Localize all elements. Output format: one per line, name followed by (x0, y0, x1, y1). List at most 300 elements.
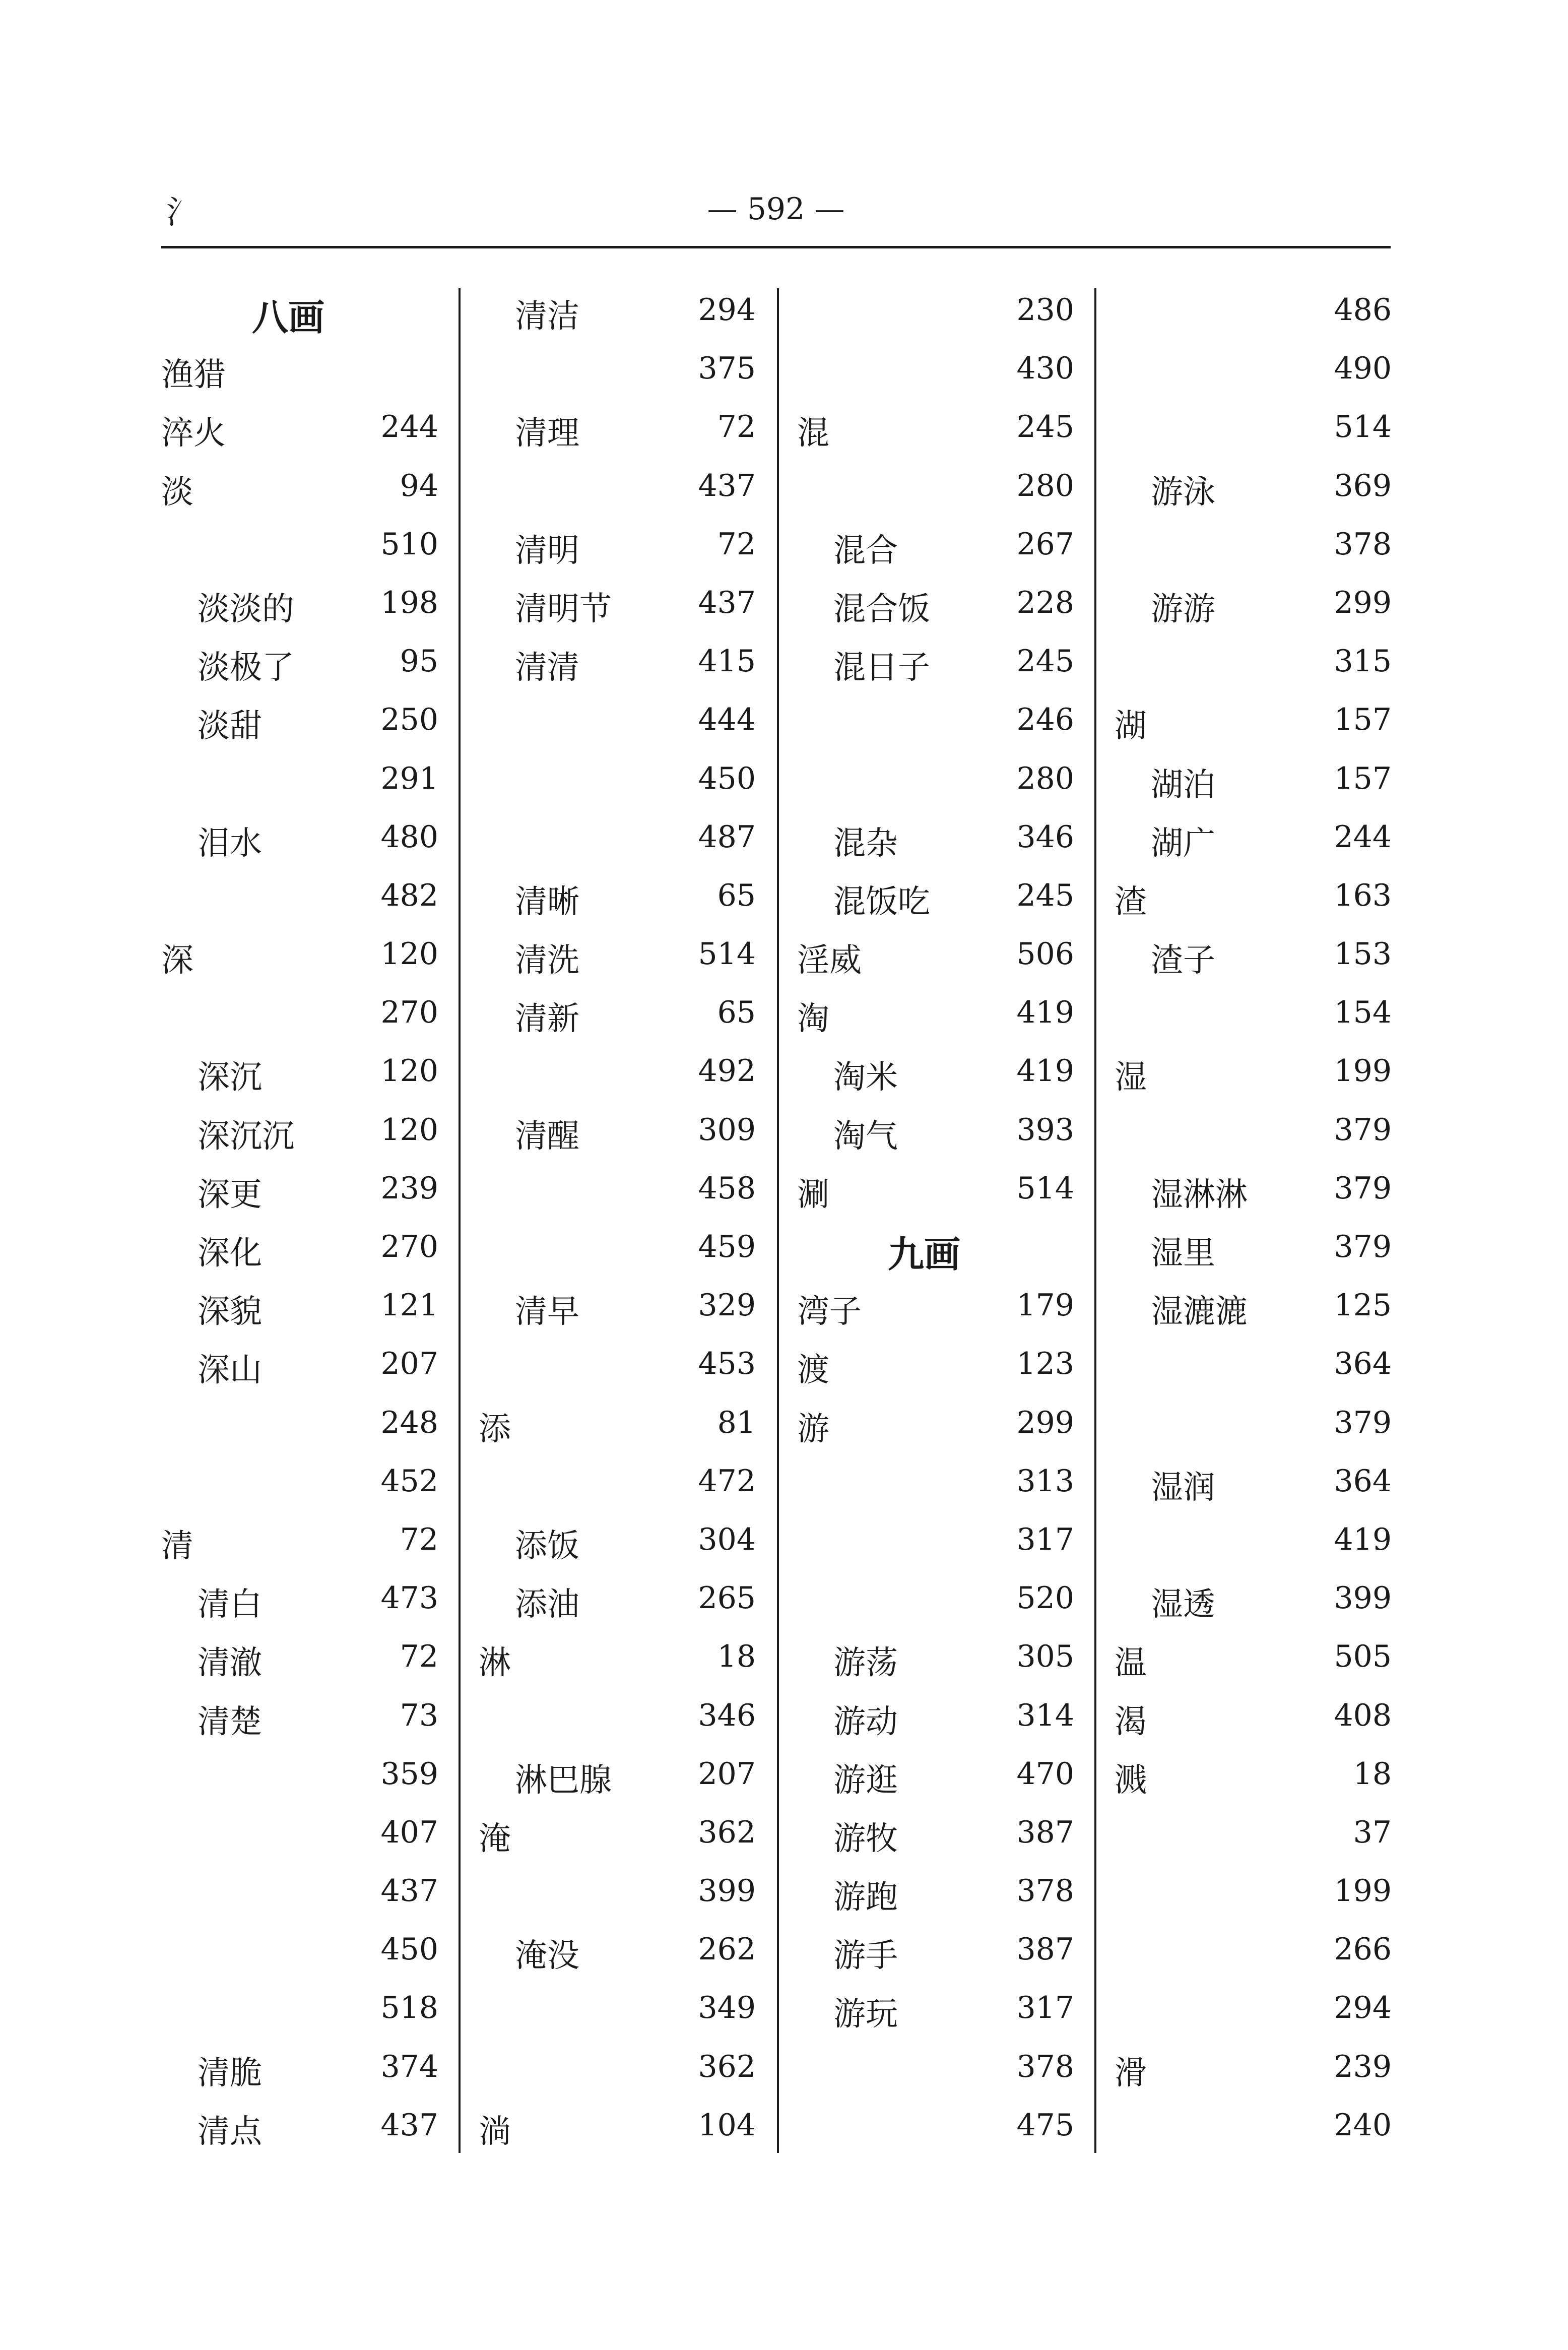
entry-page-number: 379 (1334, 1170, 1392, 1206)
entry-page-number: 267 (1016, 526, 1074, 562)
index-entry (161, 347, 453, 405)
entry-term: 淋 (479, 1644, 511, 1682)
entry-page-number: 419 (1016, 1053, 1074, 1089)
index-entry (1115, 1108, 1407, 1167)
entry-page-number: 299 (1016, 1405, 1074, 1440)
entry-term: 混合 (833, 532, 898, 569)
entry-page-number: 458 (698, 1170, 756, 1206)
entry-page-number: 419 (1334, 1521, 1392, 1557)
entry-page-number: 314 (1016, 1697, 1074, 1733)
entry-page-number: 399 (698, 1873, 756, 1909)
index-entry (1115, 464, 1407, 523)
index-entry (1115, 288, 1407, 347)
entry-term: 清醒 (515, 1117, 579, 1155)
index-entry (479, 1694, 771, 1752)
entry-term: 湿漉漉 (1151, 1293, 1248, 1331)
index-table (161, 288, 1391, 2153)
entry-term: 游 (797, 1410, 829, 1448)
index-entry (797, 1167, 1089, 1225)
index-entry (1115, 991, 1407, 1049)
index-entry (479, 815, 771, 874)
entry-page-number: 94 (400, 468, 438, 503)
entry-page-number: 490 (1334, 351, 1392, 387)
entry-page-number: 482 (380, 877, 438, 913)
index-entry (161, 1342, 453, 1401)
entry-term: 深沉 (198, 1059, 262, 1097)
index-entry (161, 523, 453, 581)
index-entry (161, 1167, 453, 1225)
entry-page-number: 313 (1016, 1463, 1074, 1499)
index-entry (1115, 1576, 1407, 1635)
index-entry (797, 405, 1089, 464)
entry-term: 湿润 (1151, 1469, 1215, 1506)
index-entry (797, 698, 1089, 756)
entry-term: 混饭吃 (833, 883, 930, 921)
entry-page-number: 362 (698, 1814, 756, 1850)
index-entry (479, 874, 771, 932)
index-entry (797, 874, 1089, 932)
entry-page-number: 207 (698, 1756, 756, 1792)
entry-term: 清洗 (515, 942, 579, 980)
entry-term: 游荡 (833, 1644, 898, 1682)
entry-page-number: 473 (380, 1580, 438, 1616)
entry-page-number: 120 (380, 936, 438, 972)
entry-term: 清清 (515, 649, 579, 687)
entry-page-number: 266 (1334, 1932, 1392, 1967)
entry-page-number: 480 (380, 819, 438, 855)
entry-page-number: 486 (1334, 292, 1392, 328)
index-entry (797, 1401, 1089, 1459)
entry-page-number: 157 (1334, 760, 1392, 796)
entry-page-number: 299 (1334, 585, 1392, 620)
index-entry (479, 1167, 771, 1225)
index-entry (161, 581, 453, 640)
entry-page-number: 239 (380, 1170, 438, 1206)
entry-term: 深化 (198, 1235, 262, 1272)
index-entry (1115, 347, 1407, 405)
entry-page-number: 245 (1016, 644, 1074, 679)
index-entry (797, 1635, 1089, 1693)
index-entry (479, 1986, 771, 2045)
entry-page-number: 120 (380, 1112, 438, 1148)
entry-term: 混杂 (833, 824, 898, 862)
index-entry (797, 991, 1089, 1049)
entry-page-number: 280 (1016, 760, 1074, 796)
entry-page-number: 125 (1334, 1288, 1392, 1323)
index-entry (161, 1518, 453, 1576)
index-entry (1115, 1167, 1407, 1225)
index-entry (479, 991, 771, 1049)
entry-term: 淹 (479, 1820, 511, 1858)
index-entry (1115, 815, 1407, 874)
entry-term: 湿淋淋 (1151, 1176, 1248, 1214)
entry-term: 添 (479, 1410, 511, 1448)
index-entry (479, 1869, 771, 1928)
entry-page-number: 120 (380, 1053, 438, 1089)
entry-page-number: 245 (1016, 409, 1074, 445)
entry-page-number: 510 (380, 526, 438, 562)
entry-page-number: 415 (698, 644, 756, 679)
entry-term: 游动 (833, 1703, 898, 1741)
entry-page-number: 520 (1016, 1580, 1074, 1616)
entry-page-number: 475 (1016, 2107, 1074, 2143)
index-entry (797, 523, 1089, 581)
entry-term: 游牧 (833, 1820, 898, 1858)
entry-page-number: 364 (1334, 1346, 1392, 1382)
entry-page-number: 18 (1353, 1756, 1392, 1792)
entry-term: 淫威 (797, 942, 862, 980)
entry-page-number: 379 (1334, 1112, 1392, 1148)
entry-page-number: 364 (1334, 1463, 1392, 1499)
entry-term: 游游 (1151, 590, 1215, 628)
entry-page-number: 72 (400, 1521, 438, 1557)
index-entry (1115, 523, 1407, 581)
entry-term: 温 (1115, 1644, 1147, 1682)
index-entry (479, 757, 771, 815)
entry-page-number: 294 (1334, 1990, 1392, 2026)
index-entry (161, 1459, 453, 1518)
index-entry (797, 757, 1089, 815)
entry-term: 添饭 (515, 1527, 579, 1565)
index-entry (479, 2104, 771, 2162)
index-entry (479, 1108, 771, 1167)
entry-page-number: 459 (698, 1229, 756, 1264)
entry-page-number: 199 (1334, 1873, 1392, 1909)
entry-page-number: 506 (1016, 936, 1074, 972)
column-divider (777, 288, 779, 2153)
entry-page-number: 379 (1334, 1229, 1392, 1264)
entry-page-number: 492 (698, 1053, 756, 1089)
index-entry (1115, 1049, 1407, 1108)
index-entry (797, 2045, 1089, 2104)
index-entry (797, 1694, 1089, 1752)
entry-term: 渴 (1115, 1703, 1147, 1741)
index-entry (797, 1284, 1089, 1342)
entry-page-number: 207 (380, 1346, 438, 1382)
index-entry (1115, 1635, 1407, 1693)
index-entry (479, 932, 771, 991)
entry-term: 清明节 (515, 590, 612, 628)
entry-page-number: 514 (698, 936, 756, 972)
index-entry (479, 1225, 771, 1284)
index-entry (1115, 1225, 1407, 1284)
entry-page-number: 163 (1334, 877, 1392, 913)
index-entry (1115, 932, 1407, 991)
index-entry (797, 1342, 1089, 1401)
column-divider (459, 288, 461, 2153)
entry-page-number: 265 (698, 1580, 756, 1616)
entry-page-number: 65 (717, 877, 756, 913)
index-entry (479, 1459, 771, 1518)
stroke-count-heading: 八画 (252, 296, 325, 339)
index-entry (1115, 1986, 1407, 2045)
entry-term: 淌 (479, 2113, 511, 2150)
entry-term: 湿透 (1151, 1586, 1215, 1624)
index-entry (797, 2104, 1089, 2162)
entry-term: 清楚 (198, 1703, 262, 1741)
index-entry (797, 1108, 1089, 1167)
entry-page-number: 505 (1334, 1639, 1392, 1675)
entry-page-number: 72 (400, 1639, 438, 1675)
index-entry (479, 1401, 771, 1459)
index-entry (479, 1928, 771, 1986)
index-entry (797, 1928, 1089, 1986)
index-entry (1115, 1459, 1407, 1518)
entry-term: 滑 (1115, 2054, 1147, 2092)
entry-page-number: 419 (1016, 995, 1074, 1031)
entry-term: 深沉沉 (198, 1117, 294, 1155)
entry-page-number: 378 (1016, 2049, 1074, 2084)
index-entry (161, 1694, 453, 1752)
entry-page-number: 470 (1016, 1756, 1074, 1792)
entry-page-number: 121 (380, 1288, 438, 1323)
index-entry (479, 1342, 771, 1401)
entry-page-number: 104 (698, 2107, 756, 2143)
index-entry (479, 640, 771, 698)
entry-page-number: 408 (1334, 1697, 1392, 1733)
index-entry (479, 1518, 771, 1576)
entry-page-number: 374 (380, 2049, 438, 2084)
index-entry (161, 640, 453, 698)
entry-page-number: 378 (1016, 1873, 1074, 1909)
entry-term: 湿 (1115, 1059, 1147, 1097)
index-entry (479, 1635, 771, 1693)
index-entry (797, 1225, 1089, 1284)
entry-term: 湿里 (1151, 1235, 1215, 1272)
entry-term: 淡甜 (198, 708, 262, 745)
header-rule (161, 246, 1391, 248)
entry-page-number: 250 (380, 702, 438, 738)
entry-term: 游泳 (1151, 473, 1215, 511)
index-entry (161, 932, 453, 991)
index-entry (161, 1752, 453, 1811)
entry-page-number: 245 (1016, 877, 1074, 913)
index-entry (161, 1576, 453, 1635)
index-entry (479, 464, 771, 523)
index-entry (479, 1752, 771, 1811)
entry-page-number: 437 (698, 585, 756, 620)
entry-term: 溅 (1115, 1761, 1147, 1799)
entry-term: 淘 (797, 1000, 829, 1038)
entry-page-number: 280 (1016, 468, 1074, 503)
index-entry (161, 1635, 453, 1693)
entry-page-number: 450 (380, 1932, 438, 1967)
index-entry (161, 1049, 453, 1108)
entry-term: 清脆 (198, 2054, 262, 2092)
entry-page-number: 346 (698, 1697, 756, 1733)
entry-page-number: 362 (698, 2049, 756, 2084)
entry-page-number: 349 (698, 1990, 756, 2026)
entry-page-number: 487 (698, 819, 756, 855)
entry-term: 清早 (515, 1293, 579, 1331)
index-entry (161, 1108, 453, 1167)
entry-term: 深貌 (198, 1293, 262, 1331)
index-entry (1115, 1518, 1407, 1576)
index-entry (161, 1284, 453, 1342)
index-entry (161, 1401, 453, 1459)
index-entry (479, 698, 771, 756)
index-entry (1115, 640, 1407, 698)
entry-page-number: 240 (1334, 2107, 1392, 2143)
stroke-count-heading: 九画 (888, 1233, 961, 1276)
entry-term: 湾子 (797, 1293, 862, 1331)
entry-page-number: 437 (380, 1873, 438, 1909)
entry-page-number: 514 (1016, 1170, 1074, 1206)
entry-page-number: 123 (1016, 1346, 1074, 1382)
entry-page-number: 309 (698, 1112, 756, 1148)
entry-page-number: 153 (1334, 936, 1392, 972)
index-entry (1115, 1401, 1407, 1459)
page-number: — 592 — (707, 192, 845, 227)
index-entry (1115, 757, 1407, 815)
index-entry (161, 1811, 453, 1869)
entry-term: 添油 (515, 1586, 579, 1624)
index-entry (161, 2104, 453, 2162)
index-entry (479, 2045, 771, 2104)
entry-page-number: 154 (1334, 995, 1392, 1031)
index-entry (1115, 2104, 1407, 2162)
entry-page-number: 228 (1016, 585, 1074, 620)
index-entry (161, 757, 453, 815)
index-entry (1115, 1342, 1407, 1401)
entry-term: 游逛 (833, 1761, 898, 1799)
index-entry (479, 523, 771, 581)
entry-page-number: 430 (1016, 351, 1074, 387)
index-entry (161, 1869, 453, 1928)
index-entry (479, 288, 771, 347)
index-entry (797, 288, 1089, 347)
entry-page-number: 95 (400, 644, 438, 679)
entry-page-number: 81 (717, 1405, 756, 1440)
entry-term: 游跑 (833, 1879, 898, 1917)
entry-term: 清新 (515, 1000, 579, 1038)
index-column-3 (797, 288, 1089, 2162)
entry-page-number: 157 (1334, 702, 1392, 738)
entry-term: 清晰 (515, 883, 579, 921)
entry-term: 淹没 (515, 1937, 579, 1975)
entry-page-number: 375 (698, 351, 756, 387)
entry-page-number: 359 (380, 1756, 438, 1792)
entry-term: 渣 (1115, 883, 1147, 921)
entry-page-number: 387 (1016, 1932, 1074, 1967)
index-entry (161, 1986, 453, 2045)
entry-term: 湖泊 (1151, 766, 1215, 804)
entry-term: 清澈 (198, 1644, 262, 1682)
entry-page-number: 270 (380, 1229, 438, 1264)
entry-term: 清 (161, 1527, 193, 1565)
index-column-2 (479, 288, 771, 2162)
entry-page-number: 329 (698, 1288, 756, 1323)
entry-page-number: 305 (1016, 1639, 1074, 1675)
entry-page-number: 244 (380, 409, 438, 445)
entry-term: 泪水 (198, 824, 262, 862)
index-entry (479, 581, 771, 640)
entry-term: 混合饭 (833, 590, 930, 628)
index-entry (161, 1225, 453, 1284)
entry-page-number: 399 (1334, 1580, 1392, 1616)
entry-term: 深 (161, 942, 193, 980)
entry-page-number: 248 (380, 1405, 438, 1440)
entry-page-number: 230 (1016, 292, 1074, 328)
entry-page-number: 514 (1334, 409, 1392, 445)
index-entry (1115, 2045, 1407, 2104)
entry-term: 渡 (797, 1352, 829, 1389)
entry-page-number: 452 (380, 1463, 438, 1499)
index-entry (1115, 1694, 1407, 1752)
index-entry (479, 1284, 771, 1342)
index-entry (797, 1752, 1089, 1811)
index-entry (161, 815, 453, 874)
entry-page-number: 407 (380, 1814, 438, 1850)
index-entry (797, 640, 1089, 698)
entry-term: 淘米 (833, 1059, 898, 1097)
index-entry (1115, 1752, 1407, 1811)
entry-page-number: 472 (698, 1463, 756, 1499)
entry-term: 湖 (1115, 708, 1147, 745)
index-entry (797, 1869, 1089, 1928)
entry-term: 清理 (515, 415, 579, 453)
entry-page-number: 369 (1334, 468, 1392, 503)
entry-page-number: 387 (1016, 1814, 1074, 1850)
entry-term: 淡 (161, 473, 193, 511)
entry-term: 游玩 (833, 1996, 898, 2034)
entry-term: 渔猎 (161, 356, 226, 394)
entry-page-number: 18 (717, 1639, 756, 1675)
index-entry (1115, 874, 1407, 932)
entry-term: 清白 (198, 1586, 262, 1624)
entry-term: 清点 (198, 2113, 262, 2150)
index-entry (161, 874, 453, 932)
index-entry (161, 2045, 453, 2104)
index-entry (479, 1576, 771, 1635)
entry-page-number: 291 (380, 760, 438, 796)
page-header (161, 181, 1391, 242)
entry-page-number: 450 (698, 760, 756, 796)
index-entry (161, 698, 453, 756)
entry-page-number: 378 (1334, 526, 1392, 562)
entry-term: 游手 (833, 1937, 898, 1975)
entry-term: 淡极了 (198, 649, 294, 687)
entry-term: 渣子 (1151, 942, 1215, 980)
entry-page-number: 270 (380, 995, 438, 1031)
entry-term: 淋巴腺 (515, 1761, 612, 1799)
entry-page-number: 262 (698, 1932, 756, 1967)
index-entry (797, 581, 1089, 640)
index-entry (797, 1576, 1089, 1635)
index-entry (797, 1986, 1089, 2045)
entry-page-number: 244 (1334, 819, 1392, 855)
entry-page-number: 437 (380, 2107, 438, 2143)
entry-page-number: 37 (1353, 1814, 1392, 1850)
index-entry (1115, 1811, 1407, 1869)
entry-term: 深更 (198, 1176, 262, 1214)
index-entry (161, 1928, 453, 1986)
entry-page-number: 199 (1334, 1053, 1392, 1089)
entry-term: 涮 (797, 1176, 829, 1214)
index-entry (797, 347, 1089, 405)
entry-page-number: 304 (698, 1521, 756, 1557)
index-entry (479, 347, 771, 405)
entry-page-number: 453 (698, 1346, 756, 1382)
entry-term: 清洁 (515, 298, 579, 335)
entry-term: 淘气 (833, 1117, 898, 1155)
index-entry (1115, 698, 1407, 756)
index-entry (161, 405, 453, 464)
index-entry (161, 991, 453, 1049)
entry-page-number: 379 (1334, 1405, 1392, 1440)
entry-page-number: 179 (1016, 1288, 1074, 1323)
entry-page-number: 198 (380, 585, 438, 620)
